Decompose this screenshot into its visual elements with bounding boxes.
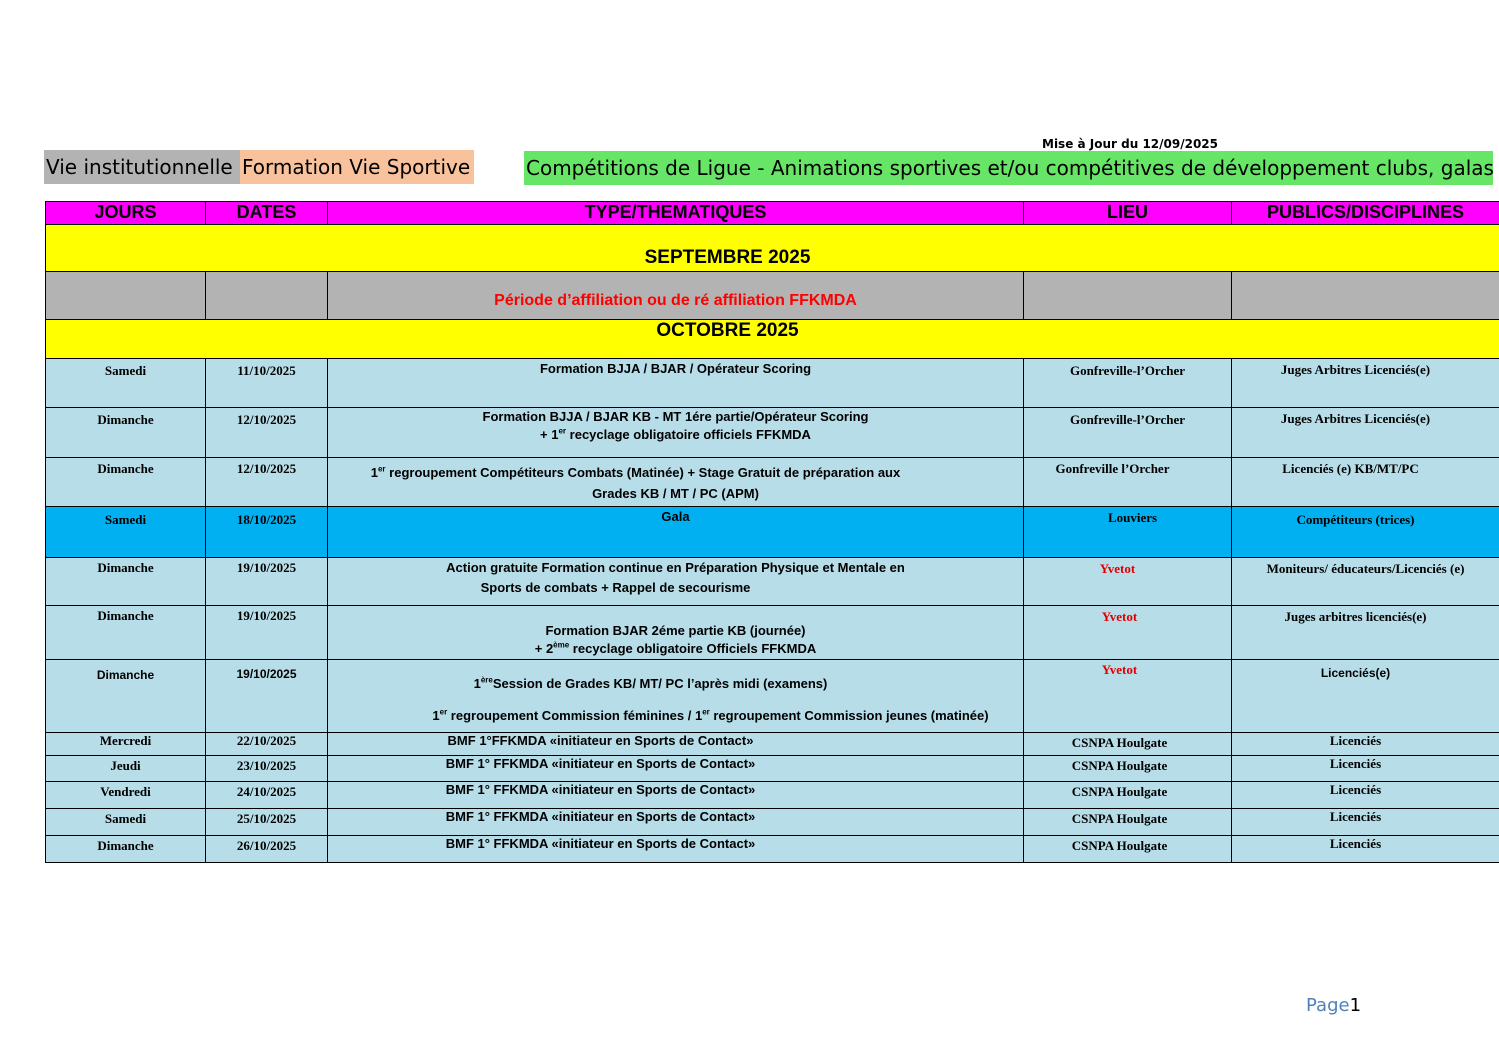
month-row-october: [46, 320, 1499, 359]
event-place: Gonfreville-l’Orcher: [1024, 408, 1232, 458]
event-date: 18/10/2025: [206, 507, 328, 558]
event-day: Dimanche: [46, 408, 206, 458]
event-place: Gonfreville-l’Orcher: [1024, 359, 1232, 408]
event-day: Samedi: [46, 359, 206, 408]
event-date: 12/10/2025: [206, 408, 328, 458]
event-day: Samedi: [46, 809, 206, 836]
event-type: BMF 1°FFKMDA «initiateur en Sports de Contact»: [328, 733, 1024, 756]
month-october: OCTOBRE 2025: [46, 320, 1499, 359]
event-day: Dimanche: [46, 558, 206, 606]
page-label: Page: [1306, 995, 1350, 1016]
event-type: 1er regroupement Compétiteurs Combats (Matinée) + Stage Gratuit de préparation aux Grades KB / MT / PC (APM): [328, 458, 1024, 507]
event-type: BMF 1° FFKMDA «initiateur en Sports de Contact»: [328, 836, 1024, 863]
page-number: [1306, 995, 1361, 1016]
event-date: 23/10/2025: [206, 756, 328, 782]
event-public: Licenciés (e) KB/MT/PC: [1232, 458, 1499, 507]
event-row: [46, 359, 1499, 408]
event-row: [46, 782, 1499, 809]
event-row: [46, 756, 1499, 782]
event-day: Mercredi: [46, 733, 206, 756]
event-place: Gonfreville l’Orcher: [1024, 458, 1232, 507]
legend-competitions: Compétitions de Ligue - Animations sportives et/ou compétitives de développement clubs, galas: [524, 151, 1493, 185]
legend-formation: Formation Vie Sportive: [240, 150, 474, 184]
event-day: Dimanche: [46, 836, 206, 863]
event-day: Samedi: [46, 507, 206, 558]
event-date: 24/10/2025: [206, 782, 328, 809]
event-date: 22/10/2025: [206, 733, 328, 756]
event-type: Formation BJJA / BJAR / Opérateur Scoring: [328, 359, 1024, 408]
event-row: [46, 836, 1499, 863]
event-place: CSNPA Houlgate: [1024, 756, 1232, 782]
event-public: Licenciés: [1232, 733, 1499, 756]
event-date: 19/10/2025: [206, 660, 328, 733]
calendar-table: [45, 201, 1499, 863]
month-september: SEPTEMBRE 2025: [46, 225, 1499, 272]
event-row: [46, 660, 1499, 733]
event-place: CSNPA Houlgate: [1024, 782, 1232, 809]
event-type: 1èreSession de Grades KB/ MT/ PC l’après midi (examens) 1er regroupement Commission féminines / 1er regroupement Commission jeunes (matinée): [328, 660, 1024, 733]
event-row: [46, 558, 1499, 606]
event-public: Licenciés: [1232, 836, 1499, 863]
month-row-september: [46, 225, 1499, 272]
col-header-jours: JOURS: [46, 202, 206, 225]
event-type: Formation BJAR 2éme partie KB (journée) + 2ème recyclage obligatoire Officiels FFKMDA: [328, 606, 1024, 660]
event-place: Yvetot: [1024, 660, 1232, 733]
event-day: Dimanche: [46, 660, 206, 733]
event-public: Moniteurs/ éducateurs/Licenciés (e): [1232, 558, 1499, 606]
event-public: Juges Arbitres Licenciés(e): [1232, 408, 1499, 458]
event-place: CSNPA Houlgate: [1024, 733, 1232, 756]
event-public: Licenciés: [1232, 782, 1499, 809]
event-row-gala: [46, 507, 1499, 558]
event-row: [46, 809, 1499, 836]
event-place: CSNPA Houlgate: [1024, 809, 1232, 836]
event-public: Juges arbitres licenciés(e): [1232, 606, 1499, 660]
event-place: Yvetot: [1024, 606, 1232, 660]
event-public: Juges Arbitres Licenciés(e): [1232, 359, 1499, 408]
event-place: CSNPA Houlgate: [1024, 836, 1232, 863]
event-date: 19/10/2025: [206, 558, 328, 606]
event-public: Compétiteurs (trices): [1232, 507, 1499, 558]
affiliation-text: Période d’affiliation ou de ré affiliation FFKMDA: [328, 272, 1024, 320]
header-row: [46, 202, 1499, 225]
event-date: 11/10/2025: [206, 359, 328, 408]
event-type: Gala: [328, 507, 1024, 558]
col-header-type: TYPE/THEMATIQUES: [328, 202, 1024, 225]
col-header-dates: DATES: [206, 202, 328, 225]
legend-institutional: Vie institutionnelle: [44, 150, 244, 184]
event-public: Licenciés: [1232, 809, 1499, 836]
event-type: BMF 1° FFKMDA «initiateur en Sports de Contact»: [328, 809, 1024, 836]
col-header-publics: PUBLICS/DISCIPLINES: [1232, 202, 1499, 225]
page-num: 1: [1349, 995, 1362, 1016]
event-day: Jeudi: [46, 756, 206, 782]
event-type: Formation BJJA / BJAR KB - MT 1ére partie/Opérateur Scoring + 1er recyclage obligatoire officiels FFKMDA: [328, 408, 1024, 458]
event-type: Action gratuite Formation continue en Préparation Physique et Mentale en Sports de combats + Rappel de secourisme: [328, 558, 1024, 606]
event-day: Dimanche: [46, 458, 206, 507]
affiliation-row: [46, 272, 1499, 320]
event-row: [46, 408, 1499, 458]
event-date: 25/10/2025: [206, 809, 328, 836]
update-date: Mise à Jour du 12/09/2025: [1042, 137, 1219, 151]
event-place: Louviers: [1024, 507, 1232, 558]
event-day: Dimanche: [46, 606, 206, 660]
event-type: BMF 1° FFKMDA «initiateur en Sports de Contact»: [328, 782, 1024, 809]
event-day: Vendredi: [46, 782, 206, 809]
col-header-lieu: LIEU: [1024, 202, 1232, 225]
event-row: [46, 458, 1499, 507]
event-date: 12/10/2025: [206, 458, 328, 507]
event-date: 19/10/2025: [206, 606, 328, 660]
event-row: [46, 733, 1499, 756]
event-date: 26/10/2025: [206, 836, 328, 863]
event-place: Yvetot: [1024, 558, 1232, 606]
event-row: [46, 606, 1499, 660]
event-type: BMF 1° FFKMDA «initiateur en Sports de Contact»: [328, 756, 1024, 782]
event-public: Licenciés(e): [1232, 660, 1499, 733]
event-public: Licenciés: [1232, 756, 1499, 782]
